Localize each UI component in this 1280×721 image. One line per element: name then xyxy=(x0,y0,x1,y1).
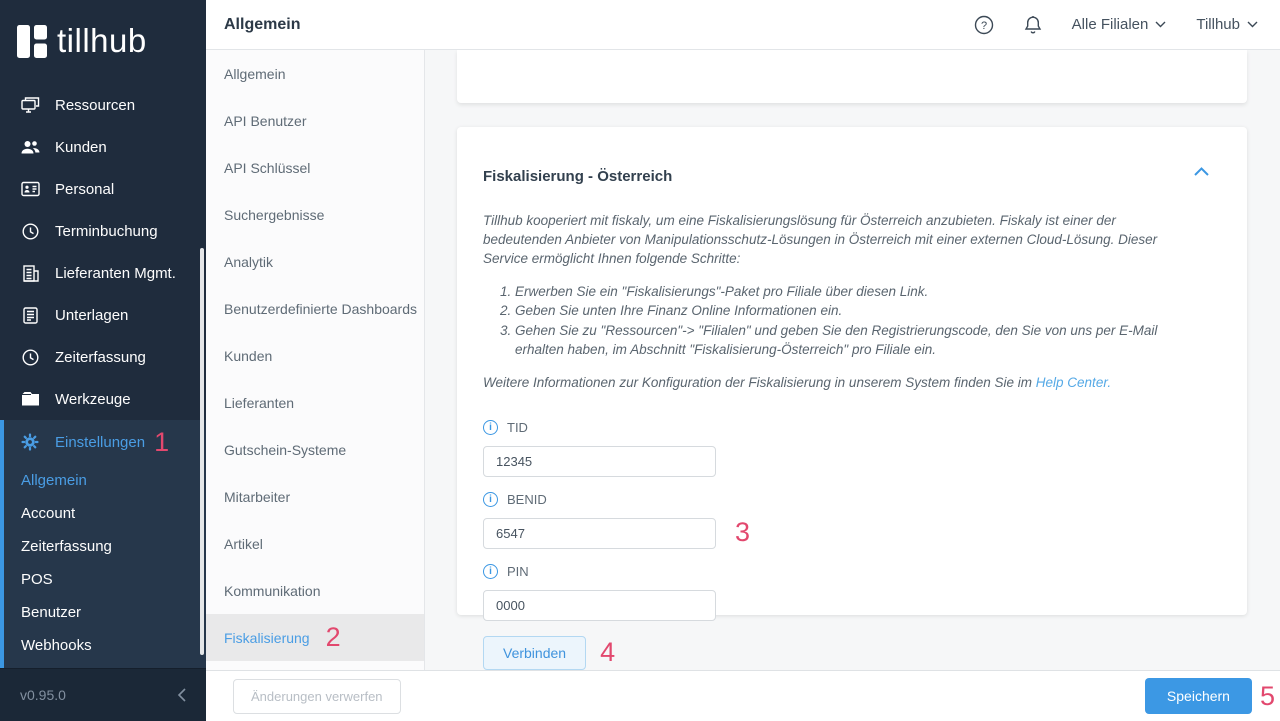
subnav-item-label: Lieferanten xyxy=(224,394,295,411)
collapse-sidebar-button[interactable] xyxy=(177,688,186,702)
sidebar-item-label: Zeiterfassung xyxy=(55,348,146,366)
benid-input-row xyxy=(483,516,751,549)
subnav-item-label: Gutschein-Systeme xyxy=(224,441,347,458)
sidebar-subitem-webhooks[interactable] xyxy=(4,629,206,662)
sidebar-item-label: Einstellungen xyxy=(55,433,146,451)
tid-input-row xyxy=(483,446,716,477)
subnav-item-gutschein-systeme[interactable] xyxy=(206,426,424,473)
settings-subnav xyxy=(206,50,425,670)
tid-label-row xyxy=(483,420,1207,435)
action-footer xyxy=(206,670,1280,721)
sidebar-item-label: Kunden xyxy=(55,138,107,156)
subnav-item-kommunikation[interactable] xyxy=(206,567,424,614)
page-title: Allgemein xyxy=(224,15,301,33)
subnav-item-suchergebnisse[interactable] xyxy=(206,191,424,238)
sidebar-subitem-label: Allgemein xyxy=(21,472,87,489)
sidebar-subitem-allgemein[interactable] xyxy=(4,464,206,497)
pin-label-row xyxy=(483,564,1207,579)
sidebar-item-personal[interactable] xyxy=(0,168,206,210)
subnav-item-label: Suchergebnisse xyxy=(224,206,325,223)
subnav-item-dashboards[interactable] xyxy=(206,285,424,332)
folder-icon xyxy=(20,391,40,407)
sidebar-subitem-pos[interactable] xyxy=(4,563,206,596)
subnav-item-label: Mitarbeiter xyxy=(224,488,291,505)
svg-text:?: ? xyxy=(980,19,987,32)
app-version: v0.95.0 xyxy=(20,687,66,703)
subnav-item-label: Allgemein xyxy=(224,65,286,82)
step-item: 2. Geben Sie unten Ihre Finanz Online Informationen ein. xyxy=(515,301,1198,321)
subnav-item-artikel[interactable] xyxy=(206,520,424,567)
discard-changes-button[interactable]: Änderungen verwerfen xyxy=(233,679,401,714)
gear-icon xyxy=(20,433,40,451)
id-card-icon xyxy=(20,181,40,197)
sidebar-item-label: Lieferanten Mgmt. xyxy=(55,264,176,282)
sidebar-nav xyxy=(0,84,206,420)
clock-icon xyxy=(20,349,40,366)
sidebar-item-label: Personal xyxy=(55,180,115,198)
help-icon[interactable] xyxy=(974,15,994,35)
benid-label: BENID xyxy=(507,491,547,507)
help-center-link[interactable]: Help Center. xyxy=(1035,374,1112,390)
pin-label: PIN xyxy=(507,563,529,579)
verbinden-button[interactable]: Verbinden xyxy=(483,636,586,670)
benid-input[interactable] xyxy=(483,518,716,549)
subnav-item-label: Kunden xyxy=(224,347,273,364)
people-icon xyxy=(20,140,40,155)
annotation-1: 1 xyxy=(154,426,170,457)
document-icon xyxy=(20,307,40,324)
sidebar-item-kunden[interactable] xyxy=(0,126,206,168)
settings-section xyxy=(0,420,206,668)
sidebar-scrollbar[interactable] xyxy=(200,248,204,655)
pin-input-row xyxy=(483,590,716,621)
benid-label-row xyxy=(483,492,1207,507)
panel-title: Fiskalisierung - Österreich xyxy=(483,168,673,185)
pin-input[interactable] xyxy=(483,590,716,621)
annotation-5: 5 xyxy=(1259,680,1275,711)
sidebar-subitem-benutzer[interactable] xyxy=(4,596,206,629)
subnav-item-api-benutzer[interactable] xyxy=(206,97,424,144)
bell-icon[interactable] xyxy=(1024,15,1042,35)
sidebar-item-zeiterfassung[interactable] xyxy=(0,336,206,378)
branch-selector[interactable] xyxy=(1072,16,1167,33)
subnav-item-label: API Benutzer xyxy=(224,112,307,129)
subnav-item-label: Fiskalisierung xyxy=(224,629,310,646)
sidebar-subitem-account[interactable] xyxy=(4,497,206,530)
branch-selector-label: Alle Filialen xyxy=(1071,16,1149,33)
sidebar-subitem-label: Zeiterfassung xyxy=(21,538,112,555)
logo-text: tillhub xyxy=(57,22,147,59)
building-icon xyxy=(20,265,40,282)
step-item: 1. Erwerben Sie ein "Fiskalisierungs"-Paket pro Filiale über diesen Link. xyxy=(515,282,1198,302)
subnav-item-lieferanten[interactable] xyxy=(206,379,424,426)
clock-icon xyxy=(20,223,40,240)
sidebar-item-werkzeuge[interactable] xyxy=(0,378,206,420)
subnav-item-label: Artikel xyxy=(224,535,263,552)
info-icon[interactable] xyxy=(483,564,498,579)
sidebar-subitem-label: POS xyxy=(21,571,53,588)
sidebar-item-label: Terminbuchung xyxy=(55,222,158,240)
subnav-item-label: API Schlüssel xyxy=(224,159,311,176)
more-info-line xyxy=(483,375,1207,390)
previous-section-card xyxy=(457,50,1247,103)
info-icon[interactable] xyxy=(483,492,498,507)
sidebar-subitem-zeiterfassung[interactable] xyxy=(4,530,206,563)
sidebar-item-unterlagen[interactable] xyxy=(0,294,206,336)
main-content xyxy=(425,50,1280,670)
sidebar-item-terminbuchung[interactable] xyxy=(0,210,206,252)
annotation-4: 4 xyxy=(600,637,616,668)
info-icon[interactable] xyxy=(483,420,498,435)
subnav-item-analytik[interactable] xyxy=(206,238,424,285)
tillhub-logo-icon xyxy=(17,25,47,58)
chevron-up-icon xyxy=(1194,167,1209,176)
save-wrap xyxy=(1145,678,1275,714)
tid-label: TID xyxy=(507,419,528,435)
sidebar-subitem-label: Account xyxy=(21,505,76,522)
subnav-item-kunden[interactable] xyxy=(206,332,424,379)
sidebar-item-lieferanten-mgmt[interactable] xyxy=(0,252,206,294)
subnav-item-api-schluessel[interactable] xyxy=(206,144,424,191)
sidebar-item-label: Unterlagen xyxy=(55,306,129,324)
subnav-item-label: Benutzerdefinierte Dashboards xyxy=(224,300,418,317)
chevron-down-icon xyxy=(1247,21,1258,28)
more-info-text: Weitere Informationen zur Konfiguration der Fiskalisierung in unserem System finden Sie im xyxy=(483,374,1033,390)
sidebar-item-ressourcen[interactable] xyxy=(0,84,206,126)
sidebar-item-label: Werkzeuge xyxy=(55,390,131,408)
account-menu-label: Tillhub xyxy=(1196,16,1240,33)
subnav-item-mitarbeiter[interactable] xyxy=(206,473,424,520)
collapse-section-button[interactable] xyxy=(1194,167,1209,176)
sidebar-subitem-label: Webhooks xyxy=(21,637,92,654)
sidebar-item-label: Ressourcen xyxy=(55,96,136,114)
subnav-item-label: Analytik xyxy=(224,253,274,270)
fiskaly-form xyxy=(483,420,1207,670)
connect-row xyxy=(483,636,1207,670)
annotation-3: 3 xyxy=(735,516,751,547)
sidebar-subitem-label: Benutzer xyxy=(21,604,82,621)
account-menu[interactable] xyxy=(1196,16,1258,33)
main-sidebar xyxy=(0,0,206,668)
sidebar-footer xyxy=(0,668,206,721)
steps-list xyxy=(483,282,1198,360)
chevron-left-icon xyxy=(177,688,186,702)
save-button[interactable]: Speichern xyxy=(1145,678,1252,714)
logo[interactable] xyxy=(0,0,206,60)
fiskalisierung-card xyxy=(457,127,1247,668)
top-header xyxy=(206,0,1280,50)
subnav-item-label: Kommunikation xyxy=(224,582,321,599)
step-item: 3. Gehen Sie zu "Ressourcen"-> "Filialen" und geben Sie den Registrierungscode, den Sie von uns per E-Mail erhalten haben, im Abschnitt "Fiskalisierung-Österreich" pro Filiale ein. xyxy=(515,321,1198,360)
annotation-2: 2 xyxy=(325,622,341,652)
monitor-icon xyxy=(20,97,40,114)
tid-input[interactable] xyxy=(483,446,716,477)
subnav-item-fiskalisierung[interactable] xyxy=(206,614,424,661)
sidebar-item-einstellungen[interactable] xyxy=(4,420,206,464)
subnav-item-allgemein[interactable] xyxy=(206,50,424,97)
chevron-down-icon xyxy=(1155,21,1166,28)
panel-intro: Tillhub kooperiert mit fiskaly, um eine Fiskalisierungslösung für Österreich anzubieten. Fiskaly ist einer der bedeutenden Anbieter von Manipulationsschutz-Lösungen in Österreich mit einer externen Cloud-Lösung. Dieser Service ermöglicht Ihnen folgende Schritte: xyxy=(483,213,1158,266)
